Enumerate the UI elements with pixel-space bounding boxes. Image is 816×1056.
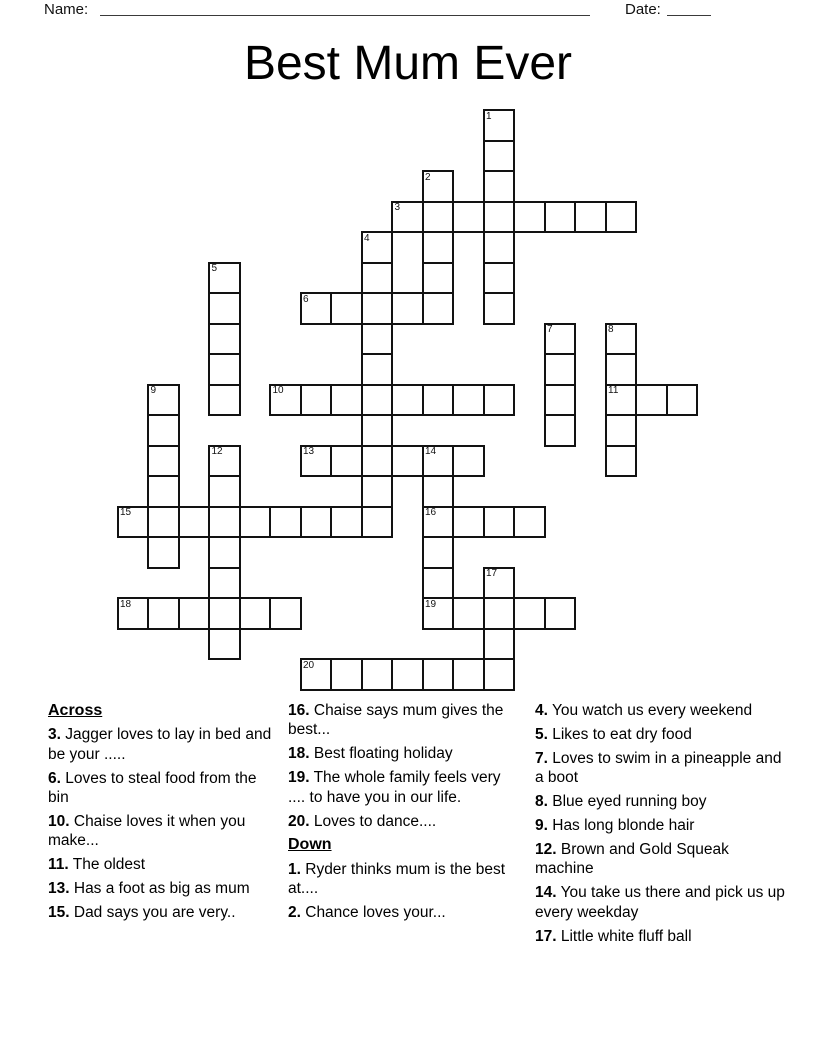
clue-number: 1.	[288, 860, 301, 878]
clue-item	[535, 749, 785, 788]
cell-number: 13	[303, 446, 315, 457]
cell-number: 14	[425, 446, 437, 457]
clue-item	[48, 903, 274, 922]
cell-number: 20	[303, 659, 315, 671]
cell-number: 17	[486, 568, 498, 579]
clue-text: Chaise loves it when you make...	[48, 813, 246, 850]
clue-number: 16.	[288, 702, 310, 719]
clue-item	[535, 927, 785, 946]
clue-item	[288, 744, 522, 763]
clue-text: Ryder thinks mum is the best at....	[288, 860, 506, 898]
clue-item	[288, 701, 522, 740]
clue-number: 9.	[535, 817, 548, 835]
clue-text: Jagger loves to lay in bed and be your .....	[48, 726, 272, 763]
clue-item	[288, 768, 522, 807]
clues-column-2	[288, 701, 522, 927]
clue-text: Best floating holiday	[309, 745, 453, 763]
clue-number: 10.	[48, 813, 70, 831]
clue-text: Has long blonde hair	[547, 817, 695, 835]
cell-number: 10	[272, 385, 284, 396]
cell-number: 3	[394, 202, 401, 213]
date-label: Date:	[625, 1, 661, 18]
clue-text: Brown and Gold Squeak machine	[535, 840, 729, 878]
clue-number: 19.	[288, 769, 310, 787]
clue-number: 11.	[48, 856, 69, 874]
cell-number: 11	[608, 385, 619, 396]
clue-item	[535, 883, 785, 922]
clue-item	[535, 840, 785, 879]
clue-number: 4.	[535, 702, 548, 719]
clue-number: 13.	[48, 880, 70, 898]
clue-text: Blue eyed running boy	[547, 793, 707, 811]
clue-text: You watch us every weekend	[547, 702, 753, 719]
clue-text: Little white fluff ball	[556, 927, 692, 945]
clue-text: The oldest	[68, 856, 146, 874]
cell-number: 15	[120, 507, 132, 518]
clue-item	[48, 769, 274, 808]
clue-text: Likes to eat dry food	[547, 725, 692, 743]
clue-text: Dad says you are very..	[69, 904, 236, 922]
clue-number: 15.	[48, 904, 70, 922]
cell-number: 6	[303, 293, 309, 305]
clue-text: Chance loves your...	[300, 904, 446, 922]
cell-number: 7	[547, 324, 553, 335]
cell-number: 19	[425, 598, 437, 610]
name-label: Name:	[44, 1, 89, 18]
clue-number: 5.	[535, 725, 548, 743]
clue-number: 6.	[48, 769, 61, 787]
clue-text: Loves to swim in a pineapple and a boot	[535, 749, 782, 787]
cell-number: 12	[211, 446, 223, 457]
clues-column-1	[48, 701, 274, 927]
clue-text: Has a foot as big as mum	[69, 880, 250, 898]
clue-text: Loves to dance....	[309, 812, 437, 830]
clue-item	[535, 816, 785, 835]
cell-number: 16	[425, 507, 437, 518]
cell-number: 4	[364, 232, 370, 244]
clue-item	[535, 701, 785, 720]
page-title: Best Mum Ever	[243, 37, 573, 90]
clue-number: 7.	[535, 749, 548, 767]
cell-number: 5	[211, 263, 218, 274]
clues-column-3	[535, 701, 785, 950]
cell-number: 9	[150, 385, 157, 396]
clue-item	[288, 812, 522, 831]
clue-item	[288, 860, 522, 899]
clues-heading: Across	[48, 702, 103, 719]
clue-item	[288, 903, 522, 922]
cell-number: 8	[608, 324, 614, 335]
clue-item	[48, 855, 274, 874]
clue-text: Loves to steal food from the bin	[48, 769, 257, 807]
clue-number: 14.	[535, 884, 557, 902]
clue-number: 20.	[288, 812, 310, 830]
clue-number: 17.	[535, 927, 557, 945]
clue-item	[535, 725, 785, 744]
clue-number: 3.	[48, 726, 61, 744]
clue-number: 2.	[288, 904, 301, 922]
cell-number: 2	[425, 171, 431, 183]
clues-heading: Down	[288, 836, 332, 854]
clue-number: 18.	[288, 745, 310, 763]
clue-text: The whole family feels very .... to have you in our life.	[288, 769, 501, 806]
cell-number: 18	[120, 598, 132, 610]
clue-item	[48, 725, 274, 764]
clue-number: 12.	[535, 840, 557, 858]
clue-text: You take us there and pick us up every weekday	[535, 884, 785, 921]
clue-text: Chaise says mum gives the best...	[288, 702, 504, 739]
clue-item	[48, 812, 274, 851]
clue-number: 8.	[535, 793, 548, 811]
cell-number: 1	[486, 110, 492, 122]
clue-item	[48, 879, 274, 898]
clue-item	[535, 792, 785, 811]
